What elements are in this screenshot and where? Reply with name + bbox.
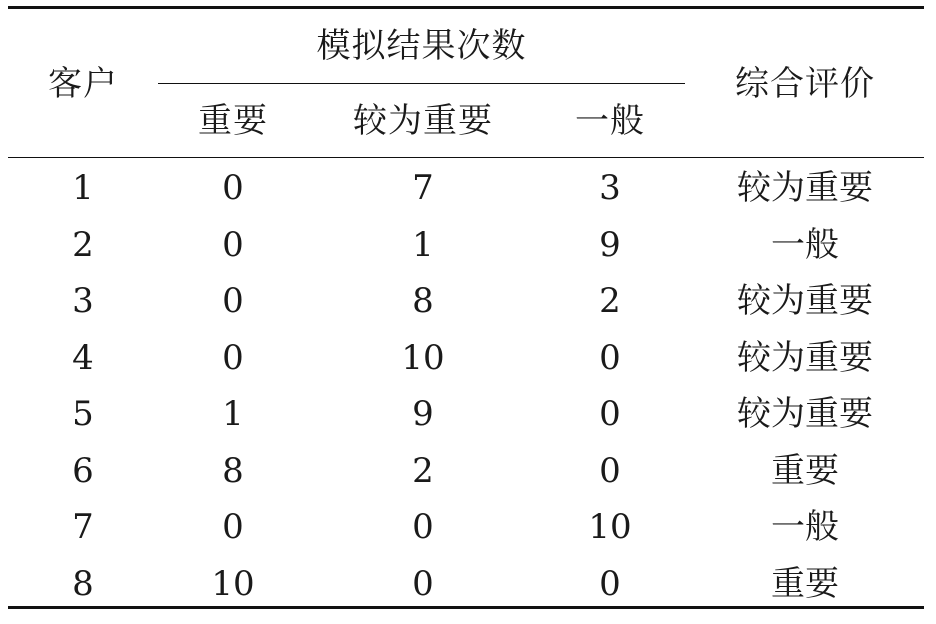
top-rule [8,6,924,9]
cell-fairly-important: 7 [412,168,434,208]
header-customer: 客户 [48,64,118,104]
cell-general: 0 [599,563,621,604]
cell-important: 0 [222,337,244,378]
cell-important: 1 [222,394,244,434]
cell-fairly-important: 2 [412,450,434,491]
cell-evaluation: 重要 [771,450,839,491]
cell-evaluation: 较为重要 [737,337,873,378]
cell-customer: 4 [72,337,94,378]
cell-customer: 6 [72,450,94,491]
cell-evaluation: 一般 [771,507,839,547]
cell-general: 9 [599,224,621,265]
cell-customer: 2 [72,224,94,265]
cell-general: 3 [599,168,621,208]
cell-fairly-important: 1 [412,224,434,265]
cell-important: 0 [222,281,244,321]
cell-important: 0 [222,168,244,208]
header-important: 重要 [198,101,268,141]
cell-important: 10 [211,563,255,604]
bottom-rule [8,606,924,609]
cell-general: 2 [599,281,621,321]
cell-fairly-important: 0 [412,563,434,604]
cell-fairly-important: 8 [412,281,434,321]
cell-evaluation: 较为重要 [737,168,873,208]
cell-evaluation: 一般 [771,224,839,265]
cell-evaluation: 较为重要 [737,281,873,321]
cell-important: 0 [222,224,244,265]
cell-customer: 1 [72,168,94,208]
cell-general: 0 [599,394,621,434]
header-rule [8,157,924,158]
cell-general: 0 [599,450,621,491]
cell-fairly-important: 9 [412,394,434,434]
subheader-rule [158,83,685,84]
cell-evaluation: 较为重要 [737,394,873,434]
cell-fairly-important: 10 [401,337,445,378]
cell-customer: 3 [72,281,94,321]
cell-general: 10 [588,507,632,547]
cell-important: 8 [222,450,244,491]
cell-fairly-important: 0 [412,507,434,547]
header-fairly-important: 较为重要 [353,101,493,141]
cell-important: 0 [222,507,244,547]
cell-customer: 8 [72,563,94,604]
cell-general: 0 [599,337,621,378]
header-overall-evaluation: 综合评价 [735,64,875,104]
cell-customer: 7 [72,507,94,547]
cell-evaluation: 重要 [771,563,839,604]
cell-customer: 5 [72,394,94,434]
header-general: 一般 [575,101,645,141]
header-simulation-count: 模拟结果次数 [316,26,527,66]
